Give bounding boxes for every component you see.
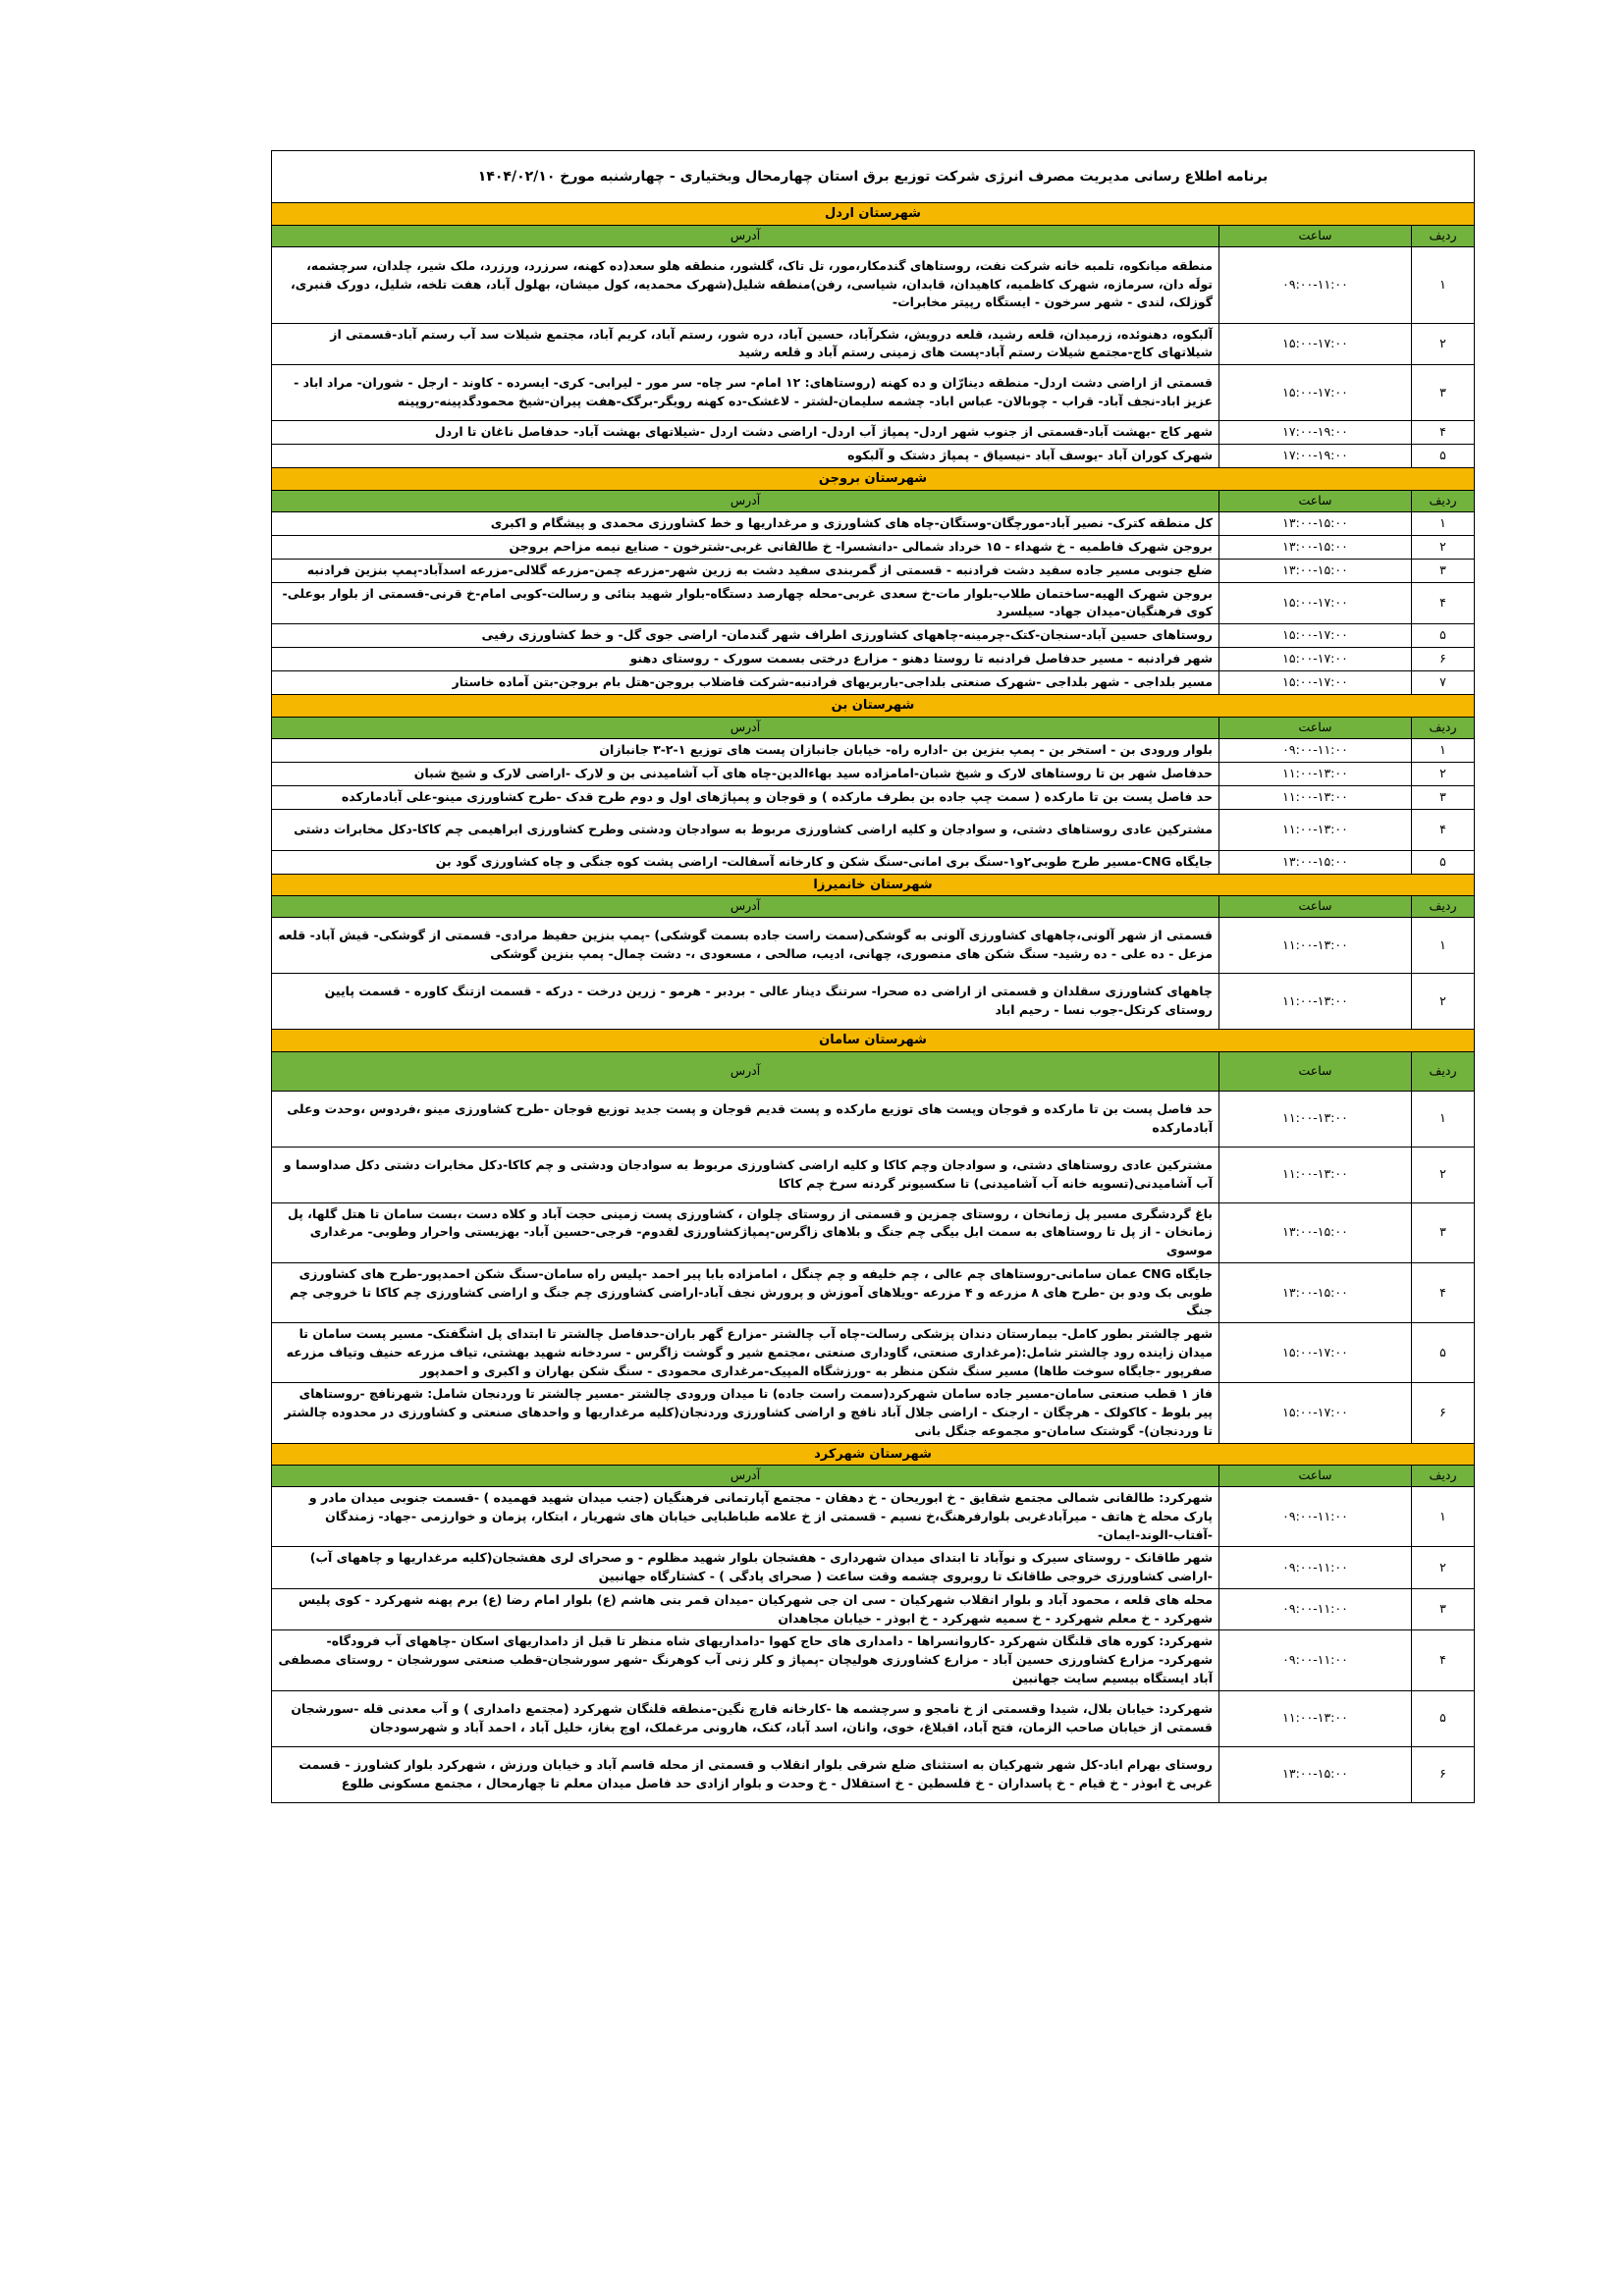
table-row (272, 762, 1475, 785)
outage-time: ۱۳:۰۰-۱۵:۰۰ (1219, 850, 1412, 874)
row-number: ۲ (1412, 974, 1475, 1030)
column-header-time: ساعت (1219, 1466, 1412, 1487)
outage-address: حد فاصل پست بن تا مارکده ( سمت چپ جاده بن بطرف مارکده ) و قوجان و پمپاژهای اول و دوم طرح قدک -طرح کشاورزی مینو-علی آبادمارکده (272, 785, 1219, 809)
row-number: ۱ (1412, 511, 1475, 535)
table-row (272, 738, 1475, 762)
table-row (272, 624, 1475, 648)
table-row (272, 1323, 1475, 1383)
table-row (272, 246, 1475, 323)
column-header-address: آدرس (272, 1466, 1219, 1487)
city-header-row (272, 1030, 1475, 1052)
column-header-row-number: ردیف (1412, 490, 1475, 511)
row-number: ۳ (1412, 365, 1475, 421)
table-row (272, 1630, 1475, 1690)
outage-time: ۱۳:۰۰-۱۵:۰۰ (1219, 1202, 1412, 1262)
row-number: ۲ (1412, 1147, 1475, 1202)
column-header-row (272, 1466, 1475, 1487)
title-row (272, 151, 1475, 203)
table-row (272, 671, 1475, 695)
outage-address: شهر فرادنبه - مسیر حدفاصل فرادنبه تا روستا دهنو - مزارع درختی بسمت سورک - روستای دهنو (272, 648, 1219, 671)
column-header-row-number: ردیف (1412, 225, 1475, 246)
table-row (272, 1746, 1475, 1802)
city-header-row (272, 874, 1475, 896)
table-row (272, 1383, 1475, 1443)
outage-address: قسمتی از اراضی دشت اردل- منطقه دینارّان و ده کهنه (روستاهای: ۱۲ امام- سر چاه- سر مور - لیرابی- کری- ایسرده - کاوند - ارجل - شوران- مراد اباد - عزیز اباد-نجف آباد- قراب - چوبالان- عباس اباد- چشمه سلیمان-لشتر - لاغشک-ده کهنه رویگر-برگک-هفت پیران-شیخ محمودگدپینه-روپینه (272, 365, 1219, 421)
outage-time: ۱۱:۰۰-۱۳:۰۰ (1219, 1690, 1412, 1746)
table-row (272, 365, 1475, 421)
table-row (272, 445, 1475, 468)
outage-time: ۱۵:۰۰-۱۷:۰۰ (1219, 671, 1412, 695)
row-number: ۷ (1412, 671, 1475, 695)
outage-address: شهر طاقانک - روستای سیرک و نوآباد تا ابتدای میدان شهرداری - هفشجان بلوار شهید مظلوم - و صحرای لری هفشجان(کلیه مرغداریها و چاههای آب) -اراضی کشاورزی خروجی طاقانک تا روبروی چشمه وقت ساعت ( صحرای پادگی ) - کشتارگاه جهانبین (272, 1547, 1219, 1589)
table-row (272, 535, 1475, 559)
table-row (272, 559, 1475, 582)
table-row (272, 1690, 1475, 1746)
column-header-address: آدرس (272, 1051, 1219, 1091)
row-number: ۱ (1412, 918, 1475, 974)
document-title: برنامه اطلاع رسانی مدیریت مصرف انرژی شرکت توزیع برق استان چهارمحال وبختیاری - چهارشنبه مورخ ۱۴۰۴/۰۲/۱۰ (272, 151, 1475, 203)
outage-time: ۰۹:۰۰-۱۱:۰۰ (1219, 1547, 1412, 1589)
outage-address: فاز ۱ قطب صنعتی سامان-مسیر جاده سامان شهرکرد(سمت راست جاده) تا میدان ورودی چالشتر -مسیر چالشتر تا وردنجان شامل: شهرنافچ -روستاهای پیر بلوط - کاکولک - هرچگان - ارجنک - اراضی جلال آباد نافچ و اراضی کشاورزی وردنجان(کلیه مرغداریها و واحدهای صنعتی و کشاورزی در محدوده چالشتر تا وردنجان)- گوشتک سامان-و مجموعه جنگل بانی (272, 1383, 1219, 1443)
outage-time: ۱۳:۰۰-۱۵:۰۰ (1219, 1746, 1412, 1802)
row-number: ۵ (1412, 1323, 1475, 1383)
outage-address: شهر چالشتر بطور کامل- بیمارستان دندان پزشکی رسالت-چاه آب چالشتر -مزارع گهر باران-حدفاصل چالشتر تا ابتدای پل اشگفتک- مسیر پست سامان تا میدان زاینده رود چالشتر شامل:(مرغداری صنعتی، گاوداری صنعتی ،مجتمع شیر و گوشت زاگرس - سردخانه شهید بهشتی، تیاف مزرعه حنیف وتیاف مزرعه صفرپور -جایگاه سوخت طاها) مسیر سنگ شکن منظر به -ورزشگاه المپیک-مرغداری محمودی - سنگ شکن بهاران و اکبری و احمدپور (272, 1323, 1219, 1383)
outage-time: ۱۳:۰۰-۱۵:۰۰ (1219, 535, 1412, 559)
row-number: ۴ (1412, 582, 1475, 624)
column-header-row (272, 896, 1475, 918)
column-header-row (272, 225, 1475, 246)
outage-time: ۱۳:۰۰-۱۵:۰۰ (1219, 559, 1412, 582)
outage-address: مشترکین عادی روستاهای دشتی، و سوادجان وچم کاکا و کلیه اراضی کشاورزی مربوط به سوادجان ودشتی و چم کاکا-دکل مخابرات دشتی دکل صداوسما و آب آشامیدنی(تسویه خانه آب آشامیدنی) تا سکسیونر گردنه سرخ چم کاکا (272, 1147, 1219, 1202)
outage-address: قسمتی از شهر آلونی،چاههای کشاورزی آلونی به گوشکی(سمت راست جاده بسمت گوشکی) -پمپ بنزین حفیظ مرادی- قسمتی از گوشکی- قیش آباد- قلعه مزعل - ده علی - ده رشید- سنگ شکن های منصوری، چهانی، ادیب، صالحی ، مسعودی ،- دشت چمال- پمپ بنزین گوشکی (272, 918, 1219, 974)
outage-address: منطقه میانکوه، تلمبه خانه شرکت نفت، روستاهای گندمکار،مور، تل تاک، گلشور، منطقه هلو سعد(ده کهنه، سرزرد، ورزرد، ملک شیر، چلدان، سرچشمه، تولَه دان، سرمازه، شهرک کاظمیه، کاهیدان، قابدان، شیاسی، رفن)منطقه شلیل(شهرک محمدیه، کول میشان، بهلول آباد، هفت تلخه، شلیل، دورک قنبری، گوزلک، لندی - شهر سرخون - ایستگاه رپیتر مخابرات- (272, 246, 1219, 323)
outage-address: ضلع جنوبی مسیر جاده سفید دشت فرادنبه - قسمتی از گمربندی سفید دشت به زرین شهر-مزرعه چمن-مزرعه گلالی-مزرعه اسدآباد-پمپ بنزین فرادنبه (272, 559, 1219, 582)
outage-time: ۱۷:۰۰-۱۹:۰۰ (1219, 445, 1412, 468)
city-name: شهرستان سامان (272, 1030, 1475, 1052)
column-header-row-number: ردیف (1412, 896, 1475, 918)
city-name: شهرستان بن (272, 695, 1475, 718)
outage-time: ۱۵:۰۰-۱۷:۰۰ (1219, 1323, 1412, 1383)
table-row (272, 1262, 1475, 1322)
table-row (272, 974, 1475, 1030)
row-number: ۵ (1412, 850, 1475, 874)
row-number: ۴ (1412, 1262, 1475, 1322)
column-header-time: ساعت (1219, 1051, 1412, 1091)
outage-address: بروجن شهرک الهیه-ساختمان طلاب-بلوار مات-خ سعدی غربی-محله چهارصد دستگاه-بلوار شهید بنائی و رسالت-کوبی امام-خ قرنی-قسمتی از بلوار بوعلی- کوی فرهنگیان-میدان جهاد- سیلسرد (272, 582, 1219, 624)
column-header-row (272, 717, 1475, 738)
column-header-time: ساعت (1219, 717, 1412, 738)
column-header-address: آدرس (272, 225, 1219, 246)
outage-address: محله های قلعه ، محمود آباد و بلوار انقلاب شهرکیان - سی ان جی شهرکیان -میدان قمر بنی هاشم (ع) بلوار امام رضا (ع) برم پهنه شهرکرد - کوی پلیس شهرکرد - خ معلم شهرکرد - خ سمیه شهرکرد - خ ابوذر - خیابان مجاهدان (272, 1588, 1219, 1630)
city-header-row (272, 203, 1475, 226)
table-row (272, 1147, 1475, 1202)
row-number: ۱ (1412, 246, 1475, 323)
outage-address: باغ گردشگری مسیر پل زمانخان ، روستای چمزین و قسمتی از روستای چلوان ، کشاورزی پست زمینی حجت آباد و کلاه دست ،بست سامان تا هتل گلها، پل زمانخان - از پل تا روستاهای به سمت ابل بیگی چم جنگ و بلاهای زاگرس-پمپاژکشاورزی لقدوم- فرجی-حسین آباد- بهزیستی واحرار وطوبی- مرغداری موسوی (272, 1202, 1219, 1262)
row-number: ۲ (1412, 762, 1475, 785)
outage-time: ۰۹:۰۰-۱۱:۰۰ (1219, 246, 1412, 323)
outage-time: ۱۱:۰۰-۱۳:۰۰ (1219, 1091, 1412, 1147)
row-number: ۳ (1412, 785, 1475, 809)
row-number: ۱ (1412, 1487, 1475, 1547)
table-row (272, 850, 1475, 874)
column-header-address: آدرس (272, 717, 1219, 738)
row-number: ۵ (1412, 1690, 1475, 1746)
column-header-row-number: ردیف (1412, 1466, 1475, 1487)
outage-time: ۱۵:۰۰-۱۷:۰۰ (1219, 365, 1412, 421)
outage-address: حدفاصل شهر بن تا روستاهای لارک و شیخ شبان-امامزاده سید بهاءالدین-چاه های آب آشامیدنی بن و لارک -اراضی لارک و شیخ شبان (272, 762, 1219, 785)
column-header-row (272, 490, 1475, 511)
column-header-row-number: ردیف (1412, 717, 1475, 738)
outage-address: روستای بهرام اباد-کل شهر شهرکیان به استثنای ضلع شرقی بلوار انقلاب و قسمتی از محله قاسم آباد و خیابان ورزش ، شهرکرد بلوار کشاورز - قسمت غربی خ ابوذر - خ قیام - خ پاسداران - خ فلسطین - خ استقلال - خ وحدت و بلوار ازادی حد فاصل میدان معلم تا چهارمحال ، مجتمع مسکونی طلوع (272, 1746, 1219, 1802)
outage-address: مشترکین عادی روستاهای دشتی، و سوادجان و کلیه اراضی کشاورزی مربوط به سوادجان ودشتی وطرح کشاورزی ابراهیمی چم کاکا-دکل مخابرات دشتی (272, 809, 1219, 850)
column-header-time: ساعت (1219, 896, 1412, 918)
outage-address: جایگاه CNG-مسیر طرح طوبی۲و۱-سنگ بری امانی-سنگ شکن و کارخانه آسفالت- اراضی پشت کوه جنگی و چاه کشاورزی گود بن (272, 850, 1219, 874)
outage-address: شهر کاج -بهشت آباد-قسمتی از جنوب شهر اردل- پمپاژ آب اردل- اراضی دشت اردل -شیلاتهای بهشت آباد- حدفاصل ناغان تا اردل (272, 421, 1219, 445)
row-number: ۲ (1412, 323, 1475, 365)
table-row (272, 511, 1475, 535)
table-row (272, 1487, 1475, 1547)
outage-address: شهرکرد: کوره های قلنگان شهرکرد -کاروانسراها - دامداری های حاج کهوا -دامداریهای شاه منظر تا قبل از دامداریهای اسکان -چاههای آب فرودگاه-شهرکرد- مزارع کشاورزی حسین آباد - مزارع کشاورزی هولیچان -پمپاژ و کلر زنی آب کوهرنگ -شهر سورشجان-قطب صنعتی سورشجان - روستای مصطفی آباد ایستگاه بیسیم سایت جهانبین (272, 1630, 1219, 1690)
outage-time: ۱۳:۰۰-۱۵:۰۰ (1219, 511, 1412, 535)
row-number: ۱ (1412, 1091, 1475, 1147)
outage-address: کل منطقه کترک- نصیر آباد-مورچگان-وستگان-چاه های کشاورزی و مرغداریها و خط کشاورزی محمدی و پیشگام و اکبری (272, 511, 1219, 535)
row-number: ۳ (1412, 1588, 1475, 1630)
outage-time: ۰۹:۰۰-۱۱:۰۰ (1219, 738, 1412, 762)
outage-time: ۱۵:۰۰-۱۷:۰۰ (1219, 624, 1412, 648)
row-number: ۶ (1412, 648, 1475, 671)
outage-address: روستاهای حسین آباد-سنجان-کتک-چرمینه-چاههای کشاورزی اطراف شهر گندمان- اراضی جوی گل- و خط کشاورزی رفیی (272, 624, 1219, 648)
table-row (272, 1588, 1475, 1630)
row-number: ۶ (1412, 1383, 1475, 1443)
outage-schedule-table (271, 150, 1475, 1803)
city-name: شهرستان بروجن (272, 468, 1475, 491)
outage-time: ۱۱:۰۰-۱۳:۰۰ (1219, 918, 1412, 974)
outage-address: شهرکرد: خیابان بلال، شیدا وقسمتی از خ نامجو و سرچشمه ها -کارخانه قارچ نگین-منطقه قلنگان شهرکرد (مجتمع دامداری ) و آب معدنی قله -سورشجان قسمتی از خیابان صاحب الزمان، فتح آباد، اقبلاغ، خوی، وانان، اسد آباد، کنک، هارونی مرغملک، اوچ بغاز، خلیل آباد ، احمد آباد و شهرسودجان (272, 1690, 1219, 1746)
outage-time: ۱۵:۰۰-۱۷:۰۰ (1219, 323, 1412, 365)
city-name: شهرستان اردل (272, 203, 1475, 226)
city-header-row (272, 695, 1475, 718)
outage-time: ۰۹:۰۰-۱۱:۰۰ (1219, 1487, 1412, 1547)
column-header-address: آدرس (272, 896, 1219, 918)
table-row (272, 918, 1475, 974)
table-row (272, 1202, 1475, 1262)
table-row (272, 582, 1475, 624)
city-name: شهرستان شهرکرد (272, 1443, 1475, 1466)
column-header-row-number: ردیف (1412, 1051, 1475, 1091)
city-header-row (272, 1443, 1475, 1466)
row-number: ۴ (1412, 421, 1475, 445)
row-number: ۳ (1412, 1202, 1475, 1262)
outage-time: ۱۵:۰۰-۱۷:۰۰ (1219, 1383, 1412, 1443)
outage-time: ۱۱:۰۰-۱۳:۰۰ (1219, 785, 1412, 809)
outage-address: شهرک کوران آباد -یوسف آباد -نیسیاق - پمپاژ دشتک و آلبکوه (272, 445, 1219, 468)
outage-address: بلوار ورودی بن - استخر بن - پمپ بنزین بن -اداره راه- خیابان جانبازان پست های توزیع ۱-۲-۳ جانبازان (272, 738, 1219, 762)
table-row (272, 1547, 1475, 1589)
table-row (272, 809, 1475, 850)
outage-time: ۱۳:۰۰-۱۵:۰۰ (1219, 1262, 1412, 1322)
row-number: ۴ (1412, 1630, 1475, 1690)
row-number: ۴ (1412, 809, 1475, 850)
outage-time: ۱۱:۰۰-۱۳:۰۰ (1219, 974, 1412, 1030)
row-number: ۱ (1412, 738, 1475, 762)
outage-address: حد فاصل پست بن تا مارکده و قوجان وپست های توزیع مارکده و پست قدیم قوجان و پست جدید توزیع قوجان -طرح کشاورزی مینو ،فردوس ،وحدت وعلی آبادمارکده (272, 1091, 1219, 1147)
column-header-address: آدرس (272, 490, 1219, 511)
outage-address: بروجن شهرک فاطمیه - خ شهداء - ۱۵ خرداد شمالی -دانشسرا- خ طالقانی غربی-شترخون - صنایع نیمه مزاحم بروجن (272, 535, 1219, 559)
table-row (272, 323, 1475, 365)
outage-time: ۱۱:۰۰-۱۳:۰۰ (1219, 762, 1412, 785)
outage-address: شهرکرد: طالقانی شمالی مجتمع شقایق - خ ابوریحان - خ دهقان - مجتمع آپارتمانی فرهنگیان (جنب میدان شهید فهمیده ) -قسمت جنوبی میدان مادر و پارک محله خ هاتف - میرآبادغربی بلوارفرهنگ،خ نسیم - قسمتی از خ علامه طباطبایی خیابان های شهریار ، ابتکار، پزمان و خوارزمی -جهاد- زمندگان -آفتاب-الوند-ایمان- (272, 1487, 1219, 1547)
table-row (272, 1091, 1475, 1147)
outage-time: ۱۷:۰۰-۱۹:۰۰ (1219, 421, 1412, 445)
column-header-time: ساعت (1219, 225, 1412, 246)
outage-time: ۰۹:۰۰-۱۱:۰۰ (1219, 1630, 1412, 1690)
row-number: ۲ (1412, 1547, 1475, 1589)
outage-address: چاههای کشاورزی سقلدان و قسمتی از اراضی ده صحرا- سرتنگ دینار عالی - بردبر - هرمو - زرین درخت - درکه - قسمت ازتنگ کاوره - قسمت پایین روستای کرتکل-جوب نسا - رحیم اباد (272, 974, 1219, 1030)
schedule-document (271, 150, 1475, 1803)
column-header-row (272, 1051, 1475, 1091)
outage-address: جایگاه CNG عمان سامانی-روستاهای چم عالی ، چم خلیفه و چم چنگل ، امامزاده بابا پیر احمد -پلیس راه سامان-سنگ شکن احمدپور-طرح های کشاورزی طوبی بک ودو بن -طرح های ۸ مزرعه و ۴ مزرعه -ویلاهای آموزش و پرورش نجف آباد-اراضی کشاورزی چم جنگ و اراضی کشاورزی چم کاکا تا خروجی چم جنگ (272, 1262, 1219, 1322)
column-header-time: ساعت (1219, 490, 1412, 511)
outage-time: ۱۵:۰۰-۱۷:۰۰ (1219, 582, 1412, 624)
row-number: ۲ (1412, 535, 1475, 559)
outage-time: ۱۵:۰۰-۱۷:۰۰ (1219, 648, 1412, 671)
table-row (272, 785, 1475, 809)
outage-address: مسیر بلداجی - شهر بلداجی -شهرک صنعتی بلداجی-باربریهای فرادنبه-شرکت فاضلاب بروجن-هتل بام بروجن-بتن آماده خاستار (272, 671, 1219, 695)
row-number: ۵ (1412, 445, 1475, 468)
row-number: ۶ (1412, 1746, 1475, 1802)
city-header-row (272, 468, 1475, 491)
table-row (272, 648, 1475, 671)
city-name: شهرستان خانمیرزا (272, 874, 1475, 896)
table-row (272, 421, 1475, 445)
outage-time: ۱۱:۰۰-۱۳:۰۰ (1219, 1147, 1412, 1202)
row-number: ۳ (1412, 559, 1475, 582)
row-number: ۵ (1412, 624, 1475, 648)
outage-time: ۱۱:۰۰-۱۳:۰۰ (1219, 809, 1412, 850)
outage-time: ۰۹:۰۰-۱۱:۰۰ (1219, 1588, 1412, 1630)
outage-address: آلبکوه، دهنوئده، زرمیدان، قلعه رشید، قلعه درویش، شکرآباد، حسین آباد، دره شور، رستم آباد، کریم آباد، مجتمع شیلات سد آب رستم آباد-قسمتی از شیلاتهای کاج-مجتمع شیلات رستم آباد-پست های زمینی رستم آباد و قلعه رشید (272, 323, 1219, 365)
